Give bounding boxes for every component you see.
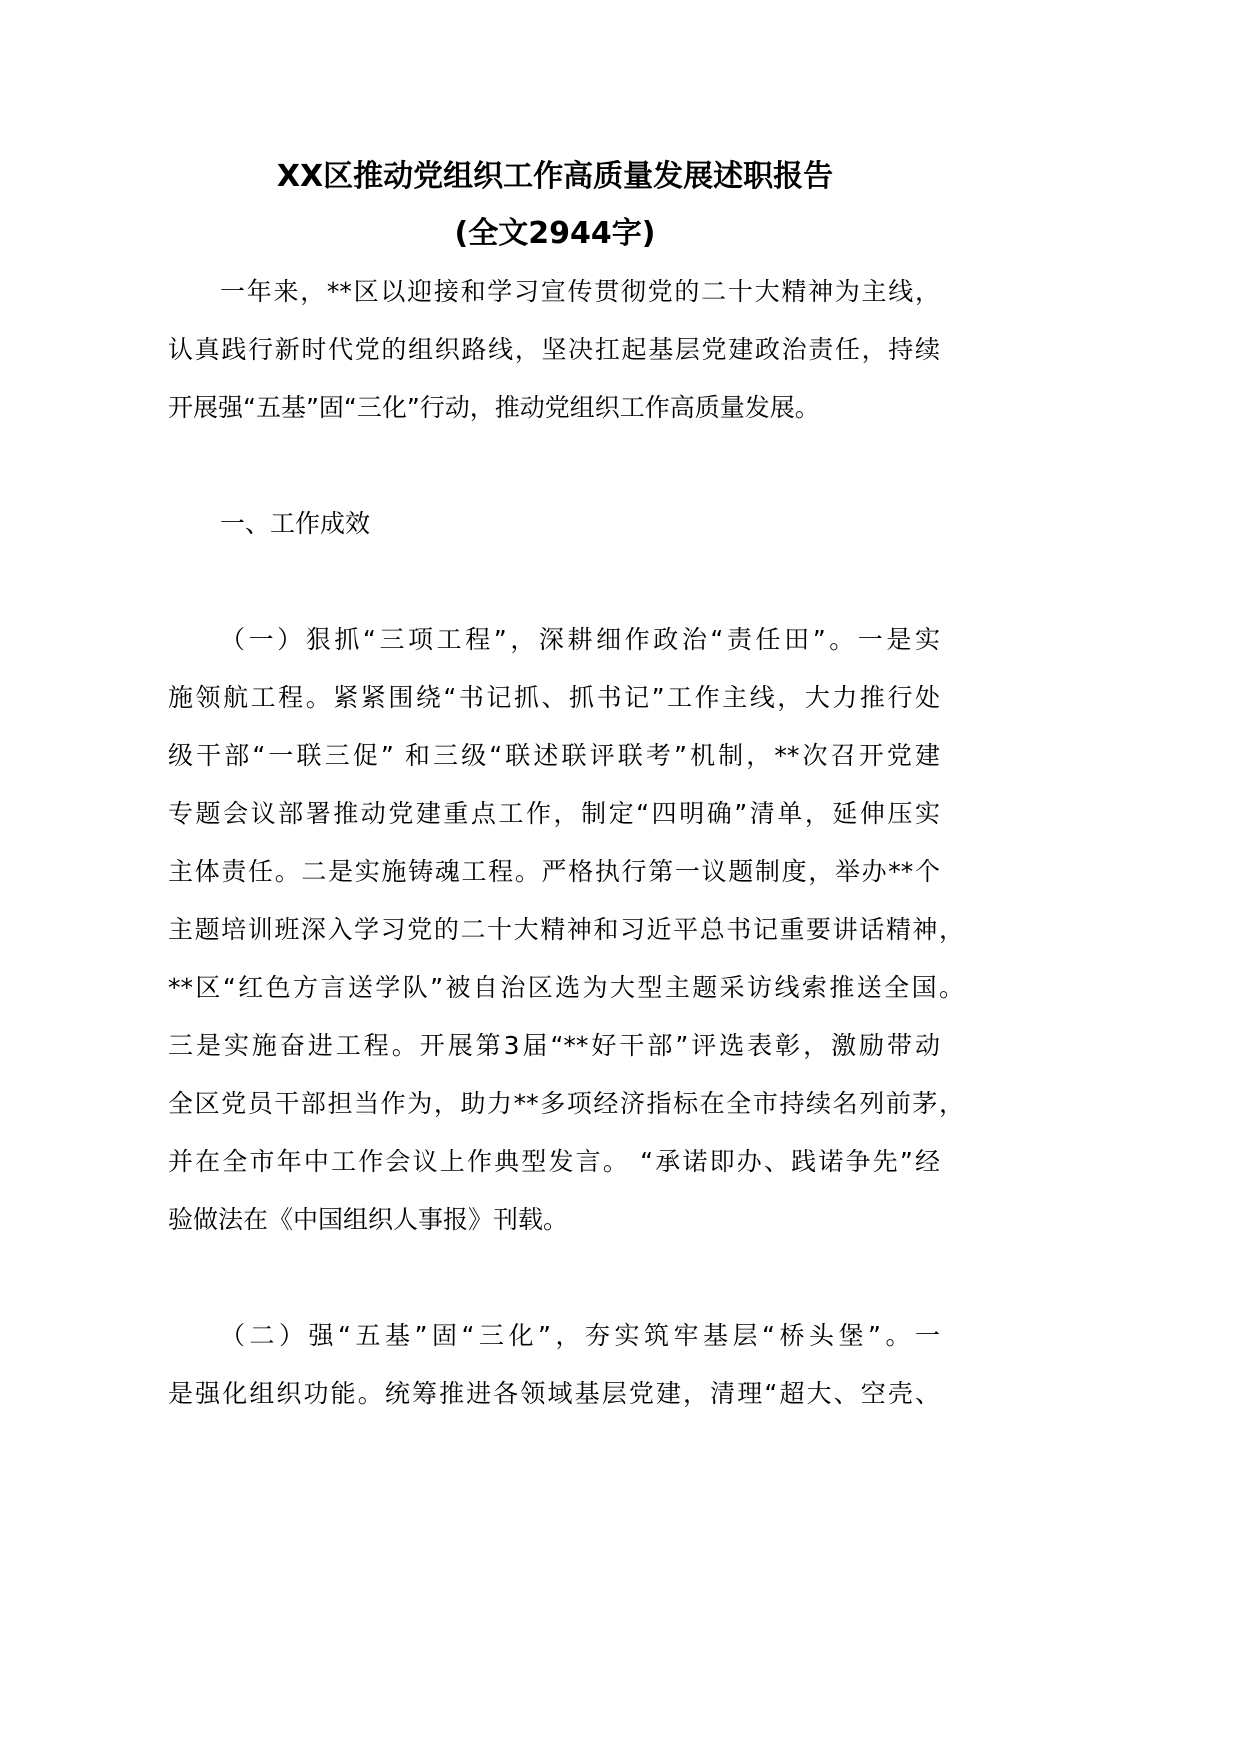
text-line: 验做法在《中国组织人事报》刊载。 (168, 1205, 569, 1234)
text-line: **区“红色方言送学队”被自治区选为大型主题采访线索推送全国。 (168, 973, 964, 1002)
text-line: 三是实施奋进工程。开展第3届“**好干部”评选表彰，激励带动 (168, 1031, 940, 1060)
text-line: 一年来，**区以迎接和学习宣传贯彻党的二十大精神为主线， (220, 277, 940, 306)
document-subtitle: (全文2944字) (454, 216, 656, 251)
text-line: （二）强“五基”固“三化”，夯实筑牢基层“桥头堡”。一 (220, 1321, 940, 1350)
text-line: 主题培训班深入学习党的二十大精神和习近平总书记重要讲话精神， (168, 915, 964, 944)
text-line: 认真践行新时代党的组织路线，坚决扛起基层党建政治责任，持续 (168, 335, 940, 364)
text-line: 级干部“一联三促” 和三级“联述联评联考”机制，**次召开党建 (168, 741, 940, 770)
text-line: （一）狠抓“三项工程”，深耕细作政治“责任田”。一是实 (220, 625, 940, 654)
text-line: 开展强“五基”固“三化”行动，推动党组织工作高质量发展。 (168, 393, 820, 422)
document-title: XX区推动党组织工作高质量发展述职报告 (276, 159, 834, 194)
text-line: 并在全市年中工作会议上作典型发言。 “承诺即办、践诺争先”经 (168, 1147, 940, 1176)
text-line: 施领航工程。紧紧围绕“书记抓、抓书记”工作主线，大力推行处 (168, 683, 940, 712)
section-heading: 一、工作成效 (220, 509, 371, 538)
text-line: 是强化组织功能。统筹推进各领域基层党建，清理“超大、空壳、 (168, 1379, 940, 1408)
text-line: 全区党员干部担当作为，助力**多项经济指标在全市持续名列前茅， (168, 1089, 964, 1118)
text-line: 主体责任。二是实施铸魂工程。严格执行第一议题制度，举办**个 (168, 857, 940, 886)
text-line: 专题会议部署推动党建重点工作，制定“四明确”清单，延伸压实 (168, 799, 940, 828)
